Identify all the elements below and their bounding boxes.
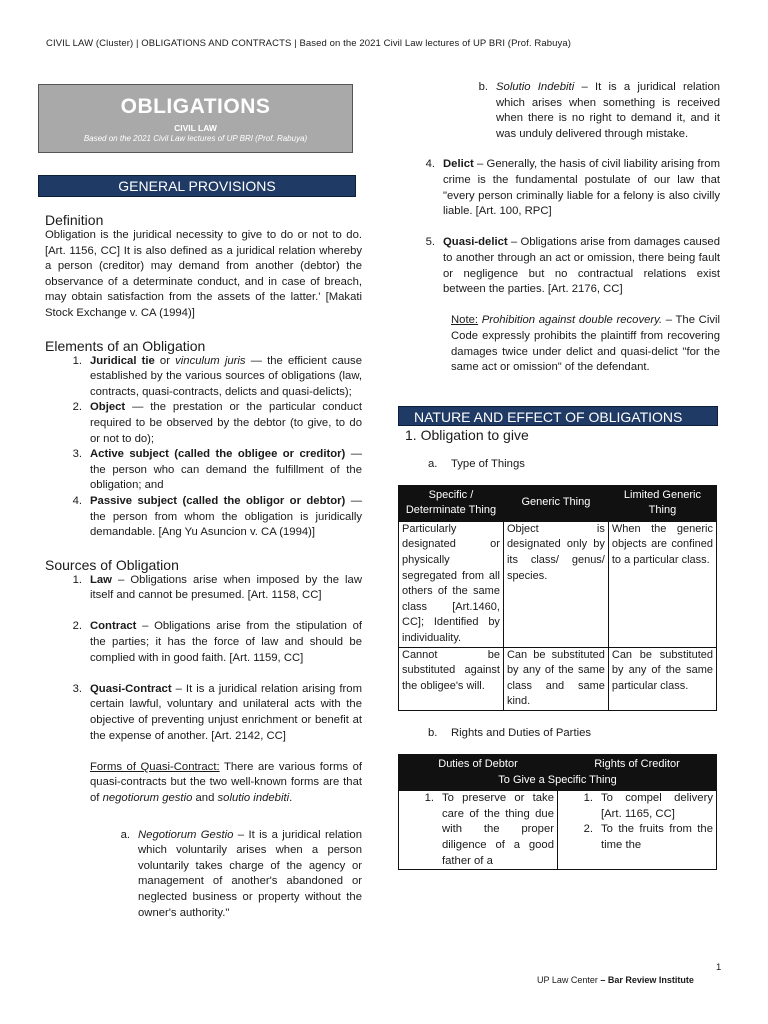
list-item: 3. Active subject (called the obligee or creditor) — the person who can demand the fulfillment of the obligation; and <box>72 448 363 492</box>
running-header: CIVIL LAW (Cluster) | OBLIGATIONS AND CONTRACTS | Based on the 2021 Civil Law lectures of UP BRI (Prof. Rabuya) <box>46 38 571 49</box>
definition-heading: Definition <box>45 212 104 228</box>
table-cell: Particularly designated or physically segregated from all others of the same class [Art.1460, CC]; Identified by individuality. <box>399 521 504 647</box>
table-subheader: To Give a Specific Thing <box>399 773 717 791</box>
document-note: Based on the 2021 Civil Law lectures of UP BRI (Prof. Rabuya) <box>83 134 308 143</box>
left-column <box>45 84 362 921</box>
list-item: 2. Object — the prestation or the particular conduct required to be observed by the debtor (to give, to do or not to do); <box>72 401 362 445</box>
table-cell <box>399 791 558 870</box>
list-item: 2. Contract – Obligations arise from the stipulation of the parties; it has the force of law and should be complied with in good faith. [Art. 1159, CC] <box>72 620 362 664</box>
table-header: Rights of Creditor <box>558 755 717 773</box>
table-row <box>399 647 717 710</box>
table-cell: When the generic objects are confined to a particular class. <box>608 521 716 647</box>
sources-list <box>45 573 362 745</box>
document-subtitle: CIVIL LAW <box>174 123 217 133</box>
document-title: OBLIGATIONS <box>120 95 271 118</box>
table-cell: Can be substituted by any of the same particular class. <box>608 647 716 710</box>
table-header: Duties of Debtor <box>399 755 558 773</box>
page-number: 1 <box>716 962 722 973</box>
list-item: 1. Juridical tie or vinculum juris — the efficient cause established by the various sources of obligations (law, contracts, quasi-contracts, delicts and quasi-delicts); <box>72 354 362 398</box>
things-table <box>398 485 717 711</box>
list-item: 5. Quasi-delict – Obligations arise from damages caused to another through an act or omission, there being fault or negligence but no contractual relations exist between the parties. [Art. 2176, CC] <box>425 236 720 296</box>
list-item: 1. To preserve or take care of the thing due with the proper diligence of a good father of a <box>424 792 554 867</box>
title-box <box>38 84 353 153</box>
table-cell: Cannot be substituted against the obligee's will. <box>399 647 504 710</box>
table-cell: Object is designated only by its class/ genus/ species. <box>503 521 608 647</box>
table-header: Generic Thing <box>503 485 608 521</box>
table-row <box>399 791 717 870</box>
page-footer: UP Law Center – Bar Review Institute <box>537 975 694 985</box>
nature-effect-banner: NATURE AND EFFECT OF OBLIGATIONS <box>398 406 718 426</box>
quasi-contract-solutio-indebiti: b. Solutio Indebiti – It is a juridical relation which arises when something is received when there is no right to demand it, and it was unduly delivered through mistake. <box>478 81 721 140</box>
table-row <box>399 521 717 647</box>
elements-heading: Elements of an Obligation <box>45 337 206 354</box>
list-item: 4. Delict – Generally, the hasis of civil liability arising from crime is the fundamental postulate of our law that "every person criminally liable for a felony is also civilly liable. [Art. 100, RPC] <box>425 158 720 218</box>
duties-rights-table <box>398 754 717 870</box>
table-header: Specific / Determinate Thing <box>399 485 504 521</box>
rights-duties-label: b. Rights and Duties of Parties <box>428 727 592 739</box>
forms-of-quasi-contract: Forms of Quasi-Contract: There are various forms of quasi-contracts but the two well-known forms are that of negotiorum gestio and solutio indebiti. <box>90 760 362 804</box>
double-recovery-note: Note: Prohibition against double recovery. – The Civil Code expressly prohibits the plaintiff from recovering damages twice under delict and quasi-delict "for the same act or omission" of the defendant. <box>451 314 721 374</box>
general-provisions-banner: GENERAL PROVISIONS <box>38 175 356 197</box>
type-of-things-label: a. Type of Things <box>428 457 525 470</box>
table-header: Limited Generic Thing <box>608 485 716 521</box>
list-item: 2. To the fruits from the time the <box>583 823 713 851</box>
table-cell <box>558 791 717 870</box>
right-column <box>398 80 720 870</box>
obligation-to-give-heading: 1. Obligation to give <box>405 426 529 443</box>
list-item: 4. Passive subject (called the obligor or debtor) — the person from whom the obligation is juridically demandable. [Ang Yu Asuncion v. CA (1994)] <box>72 494 363 539</box>
list-item: 1. Law – Obligations arise when imposed by the law itself and cannot be presumed. [Art. 1158, CC] <box>72 573 362 602</box>
list-item: 1. To compel delivery [Art. 1165, CC] <box>583 792 713 820</box>
table-cell: Can be substituted by any of the same class and same kind. <box>503 647 608 710</box>
quasi-contract-negotiorum-gestio: a. Negotiorum Gestio – It is a juridical relation which voluntarily arises when a person voluntarily takes charge of the agency or management of another's abandoned or neglected business or property without the owner's authority." <box>120 828 362 919</box>
list-item: 3. Quasi-Contract – It is a juridical relation arising from certain lawful, voluntary and unilateral acts with the objective of preventing unjust enrichment or benefit at the expense of another. [Art. 2142, CC] <box>72 682 362 742</box>
definition-text: Obligation is the juridical necessity to give to do or not to do. [Art. 1156, CC] It is also defined as a juridical relation whereby a person (creditor) may demand from another (debtor) the observance of a determinate conduct, and in case of breach, may obtain satisfaction from the assets of the latter.' [Makati Stock Exchange v. CA (1994)] <box>45 229 362 319</box>
elements-list <box>45 354 362 541</box>
sources-heading: Sources of Obligation <box>45 556 179 573</box>
